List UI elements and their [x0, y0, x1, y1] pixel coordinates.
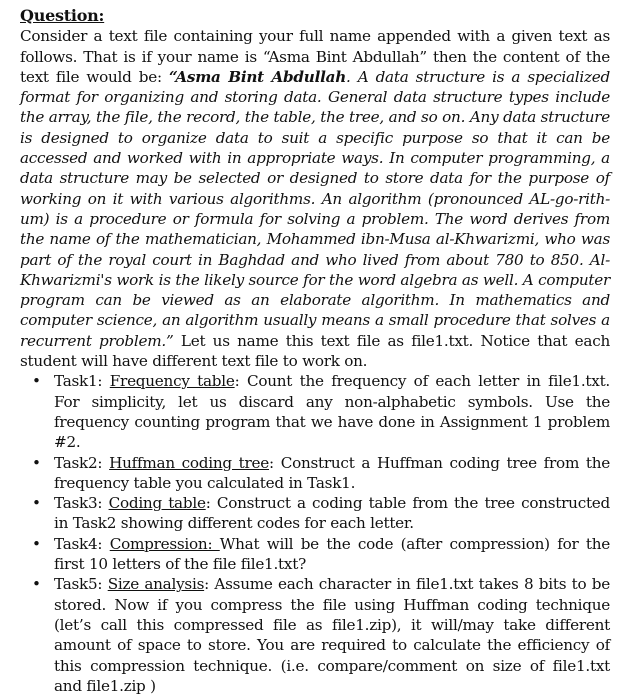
task-item-2 [32, 453, 611, 494]
task-title: Frequency table [109, 372, 235, 391]
task-title: Huffman coding tree [109, 453, 270, 472]
task-text: : Assume each character in file1.txt takes 8 bits to be stored. Now if you compress the file using Huffman coding technique (let’s call this compressed file as file1.zip), it will/may take different amount of space to store. You are required to calculate the efficiency of this compression technique. (i.e. compare/comment on size of file1.txt and file1.zip ) [54, 575, 611, 695]
question-document [20, 6, 610, 696]
task-item-1 [32, 371, 611, 452]
task-label: Task5: [54, 575, 108, 594]
quote-name-text: “Asma Bint Abdullah [169, 67, 346, 86]
task-title: Compression: [109, 534, 220, 553]
intro-end-text: Let us name this text file as file1.txt. Notice that each student will have different text file to work on. [20, 331, 610, 371]
task-text: : Construct a Huffman coding tree from the frequency table you calculated in Task1. [54, 453, 611, 492]
task-item-4 [32, 534, 611, 575]
task-label: Task2: [54, 453, 110, 472]
question-heading: Question: [20, 6, 105, 25]
task-list [20, 371, 610, 696]
bullet-icon: • [32, 534, 41, 553]
question-intro [20, 26, 610, 371]
bullet-icon: • [32, 494, 41, 513]
intro-start-text: Consider a text file containing your full name appended with a given text as follows. That is if your name is “Asma Bint Abdullah” then the content of the text file would be: [20, 27, 610, 86]
quote-body-text: . A data structure is a specialized format for organizing and storing data. General data structure types include the array, the file, the record, the table, the tree, and so on. Any data structure is designed to organize data to suit a specific purpose so that it can be accessed and worked with in appropriate ways. In computer programming, a data structure may be selected or designed to store data for the purpose of working on it with various algorithms. An algorithm (pronounced AL-go-rith-um) is a procedure or formula for solving a problem. The word derives from the name of the mathematician, Mohammed ibn-Musa al-Khwarizmi, who was part of the royal court in Baghdad and who lived from about 780 to 850. Al-Khwarizmi's work is the likely source for the word algebra as well. A computer program can be viewed as an elaborate algorithm. In mathematics and computer science, an algorithm usually means a small procedure that solves a recurrent problem.” [20, 67, 610, 350]
bullet-icon: • [32, 453, 41, 472]
task-text: What will be the code (after compression) for the first 10 letters of the file file1.txt? [54, 534, 611, 574]
task-item-5 [32, 574, 611, 696]
bullet-icon: • [32, 575, 41, 594]
task-title: Coding table [108, 494, 206, 513]
task-text: : Count the frequency of each letter in file1.txt. For simplicity, let us discard any non-alphabetic symbols. Use the frequency counting program that we have done in Assignment 1 problem #2. [54, 372, 611, 452]
task-label: Task1: [54, 372, 110, 391]
task-title: Size analysis [107, 575, 205, 594]
task-label: Task4: [54, 534, 110, 553]
task-text: : Construct a coding table from the tree constructed in Task2 showing different codes for each letter. [54, 494, 611, 533]
task-label: Task3: [54, 494, 109, 513]
task-item-3 [32, 493, 611, 534]
bullet-icon: • [32, 372, 41, 391]
